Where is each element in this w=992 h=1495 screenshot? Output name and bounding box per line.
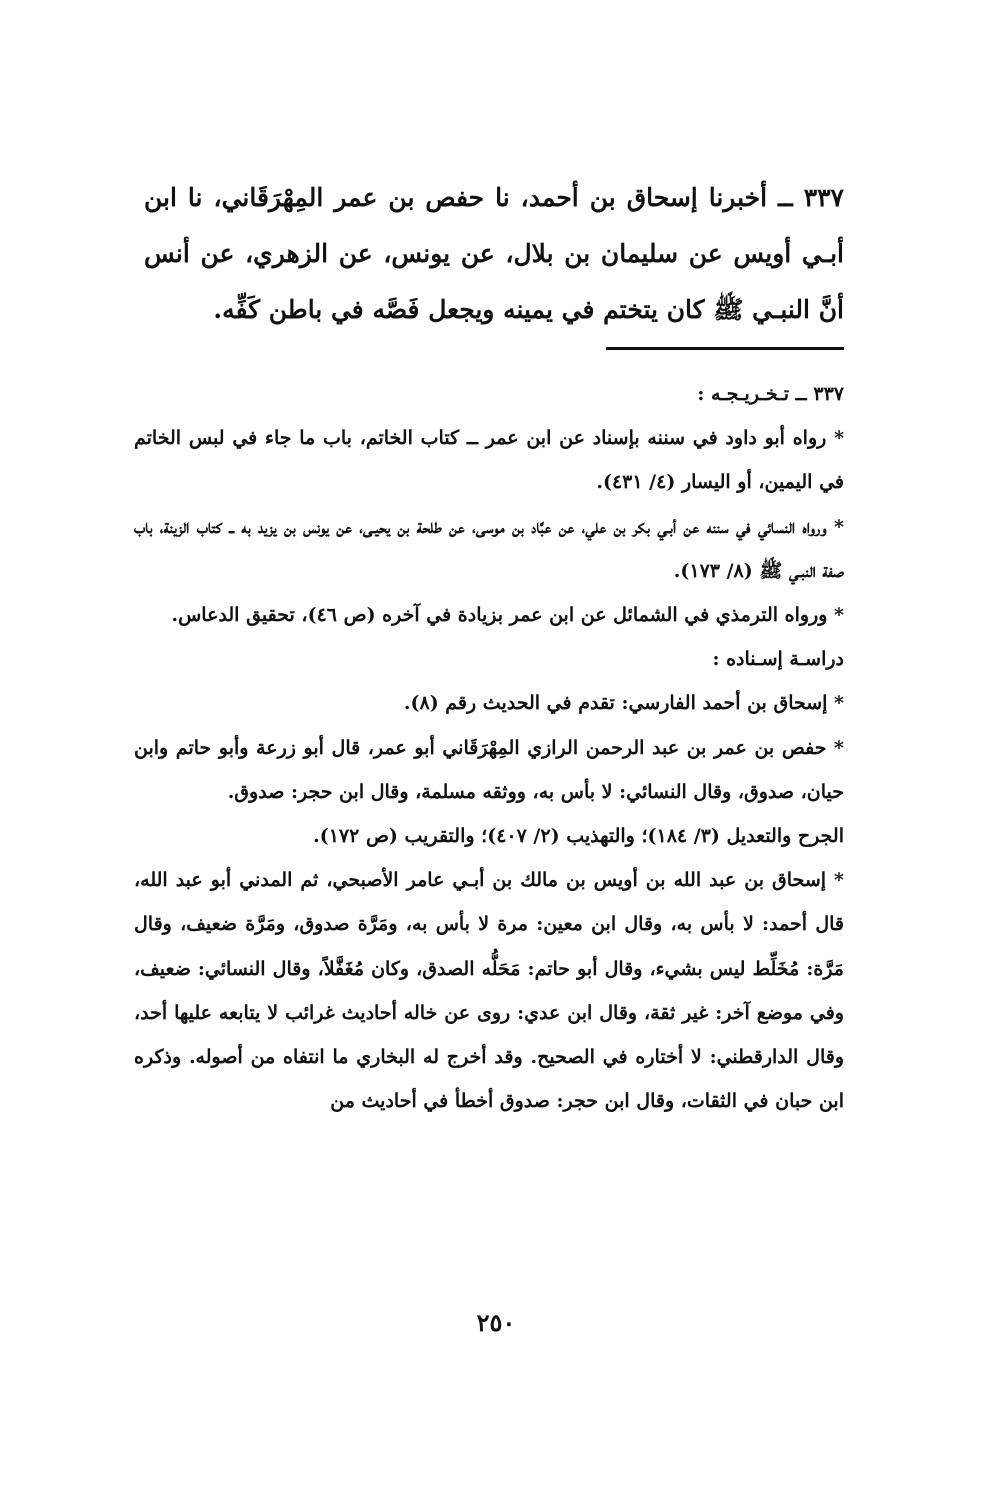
page-number: ٢٥٠ — [476, 1308, 516, 1337]
footnotes-block — [134, 372, 844, 1123]
isnad-item: * حفص بن عمر بن عبد الرحمن الرازي المِهْرَقَاني أبو عمر، قال أبو زرعة وأبو حاتم وابن حيان، صدوق، وقال النسائي: لا بأس به، ووثقه مسلمة، وقال ابن حجر: صدوق. — [134, 736, 844, 803]
footnote-separator — [606, 347, 844, 350]
takhrij-item: * رواه أبو داود في سننه بإسناد عن ابن عمر ــ كتاب الخاتم، باب ما جاء في لبس الخاتم في اليمين، أو اليسار (٤/ ٤٣١). — [134, 427, 845, 494]
isnad-item: * إسحاق بن عبد الله بن أويس بن مالك بن أبـي عامر الأصبحي، ثم المدني أبو عبد الله، قال أحمد: لا بأس به، وقال ابن معين: مرة لا بأس به، ومَرَّة صدوق، ومَرَّة ضعيف، وقال مَرَّة: مُخَلِّط ليس بشيء، وقال أبو حاتم: مَحَلُّه الصدق، وكان مُغَفَّلاً، وقال النسائي: ضعيف، وفي موضع آخر: غير ثقة، وقال ابن عدي: روى عن خاله أحاديث غرائب لا يتابعه عليها أحد، وقال الدارقطني: لا أختاره في الصحيح. وقد أخرج له البخاري ما انتفاه من أصوله. وذكره ابن حبان في الثقات، وقال ابن حجر: صدوق أخطأ في أحاديث من — [134, 869, 844, 1113]
hadith-number: ٣٣٧ — [803, 183, 844, 212]
isnad-heading: دراسـة إسـناده : — [712, 648, 844, 671]
takhrij-item: * ورواه الترمذي في الشمائل عن ابن عمر بزيادة في آخره (ص ٤٦)، تحقيق الدعاس. — [171, 604, 844, 627]
takhrij-item: * ورواه النسائي في سننه عن أبـي بكر بن علي، عن عبَّاد بن موسى، عن طلحة بن يحيـى، عن يونس بن يزيد به ــ كتاب الزينة، باب صفة النبـي ﷺ (٨/ ١٧٣). — [134, 515, 844, 582]
isnad-item: * إسحاق بن أحمد الفارسي: تقدم في الحديث رقم (٨). — [403, 692, 844, 715]
hadith-body: ــ أخبرنا إسحاق بن أحمد، نا حفص بن عمر المِهْرَقَاني، نا ابن أبـي أويس عن سليمان بن بلال، عن يونس، عن الزهري، عن أنس أنَّ النبـي ﷺ كان يتختم في يمينه ويجعل فَصَّه في باطن كَفِّه. — [144, 183, 844, 324]
hadith-text-block — [144, 170, 844, 338]
isnad-references: الجرح والتعديل (٣/ ١٨٤)؛ والتهذيب (٢/ ٤٠٧)؛ والتقريب (ص ١٧٢). — [313, 825, 844, 848]
takhrij-heading: ٣٣٧ ــ تـخـريـجـه : — [697, 383, 844, 405]
